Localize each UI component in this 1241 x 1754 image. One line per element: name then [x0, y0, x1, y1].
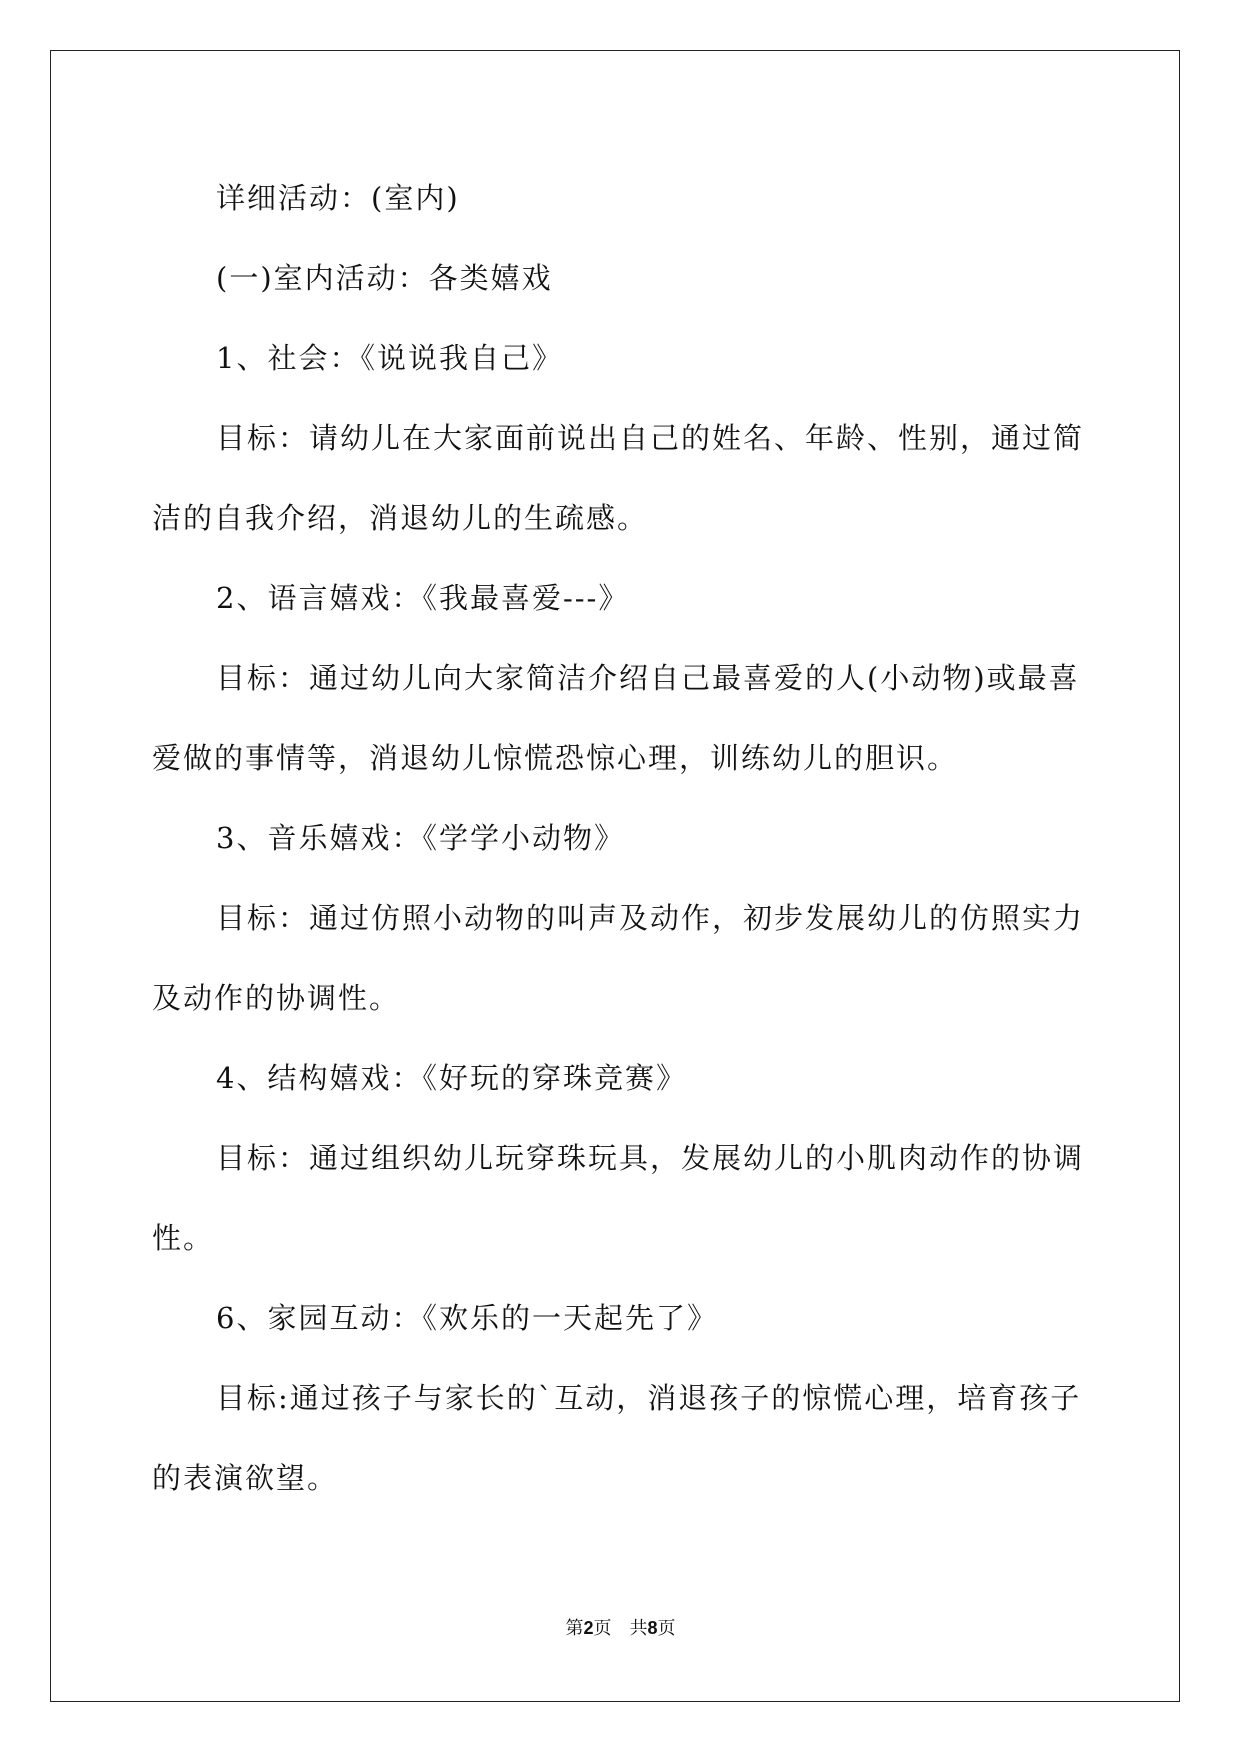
text-line: 洁的自我介绍，消退幼儿的生疏感。: [152, 501, 649, 535]
text-line: (一)室内活动：各类嬉戏: [216, 261, 553, 295]
total-pages: 8: [647, 1618, 658, 1638]
footer-mid: 页 共: [593, 1618, 648, 1639]
text-line: 目标：通过幼儿向大家简洁介绍自己最喜爱的人(小动物)或最喜: [216, 661, 1080, 695]
text-line: 目标：通过仿照小动物的叫声及动作，初步发展幼儿的仿照实力: [216, 901, 1085, 935]
text-line: 6、家园互动：《欢乐的一天起先了》: [216, 1301, 718, 1335]
text-line: 目标:通过孩子与家长的`互动，消退孩子的惊慌心理，培育孩子: [216, 1381, 1082, 1415]
text-line: 性。: [152, 1221, 215, 1255]
footer-prefix: 第: [565, 1618, 584, 1639]
text-line: 1、社会：《说说我自己》: [216, 341, 563, 375]
text-line: 详细活动：(室内): [216, 181, 460, 215]
text-line: 爱做的事情等，消退幼儿惊慌恐惊心理，训练幼儿的胆识。: [152, 741, 959, 775]
page-footer: [0, 1614, 1241, 1640]
footer-suffix: 页: [657, 1618, 676, 1639]
text-line: 及动作的协调性。: [152, 981, 401, 1015]
text-line: 4、结构嬉戏：《好玩的穿珠竞赛》: [216, 1061, 687, 1095]
text-line: 的表演欲望。: [152, 1461, 339, 1495]
text-line: 3、音乐嬉戏：《学学小动物》: [216, 821, 625, 855]
text-line: 目标：通过组织幼儿玩穿珠玩具，发展幼儿的小肌肉动作的协调: [216, 1141, 1085, 1175]
text-line: 2、语言嬉戏：《我最喜爱---》: [216, 581, 630, 615]
page-border: [50, 50, 1180, 1702]
text-line: 目标：请幼儿在大家面前说出自己的姓名、年龄、性别，通过简: [216, 421, 1085, 455]
page-number: 2: [583, 1618, 594, 1638]
